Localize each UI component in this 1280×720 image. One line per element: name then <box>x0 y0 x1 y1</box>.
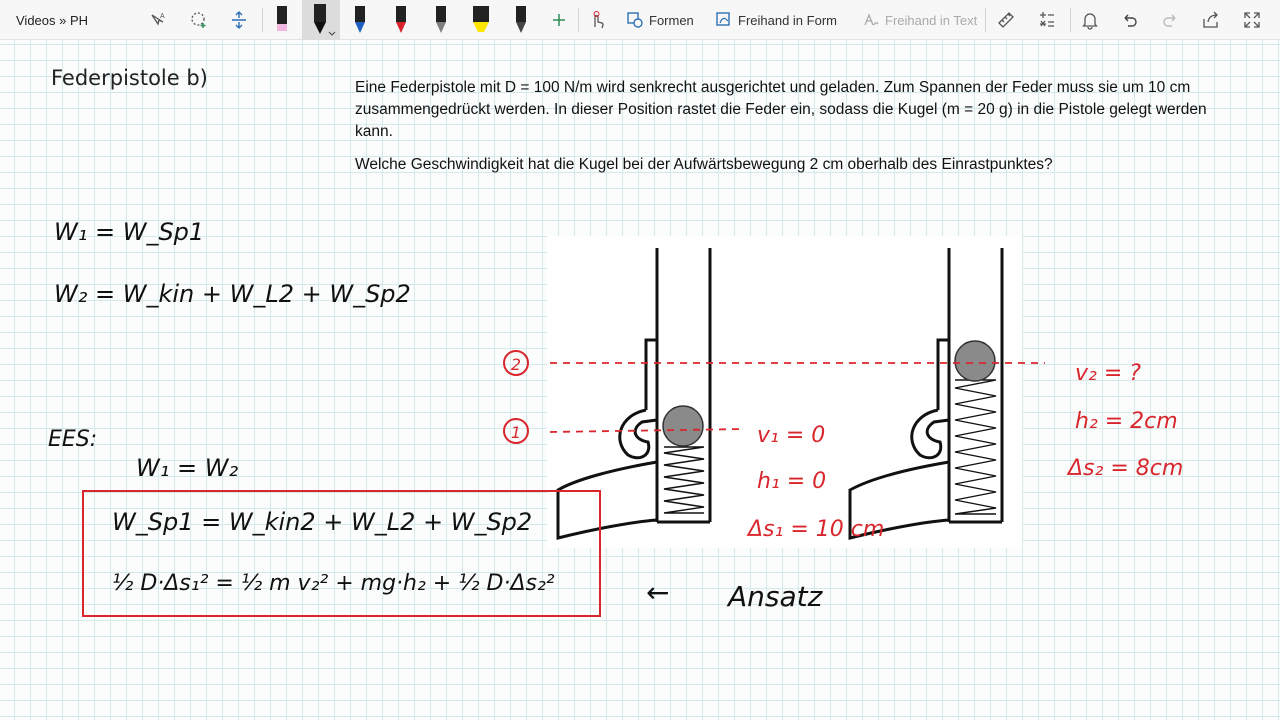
arrow-icon: ← <box>646 576 670 609</box>
ink-to-shape-label: Freihand in Form <box>738 12 837 28</box>
equation-w1: W₁ = W_Sp1 <box>54 218 205 246</box>
breadcrumb[interactable]: Videos » PH <box>16 12 89 28</box>
ink-to-text-label: Freihand in Text <box>885 12 978 28</box>
shapes-label: Formen <box>649 12 694 28</box>
box-equation-2: ½ D·Δs₁² = ½ m v₂² + mg·h₂ + ½ D·Δs₂² <box>112 571 555 596</box>
ds2-annotation: Δs₂ = 8cm <box>1068 456 1184 481</box>
box-equation-1: W_Sp1 = W_kin2 + W_L2 + W_Sp2 <box>112 508 533 536</box>
equation-w2: W₂ = W_kin + W_L2 + W_Sp2 <box>54 280 411 308</box>
ansatz-label: Ansatz <box>728 580 823 613</box>
page-title[interactable]: Federpistole b) <box>51 66 208 90</box>
problem-paragraph-2: Welche Geschwindigkeit hat die Kugel bei der Aufwärtsbewegung 2 cm oberhalb des Einrastpunktes? <box>355 156 1053 173</box>
problem-paragraph-1: Eine Federpistole mit D = 100 N/m wird senkrecht ausgerichtet und geladen. Zum Spannen der Feder muss sie um 10 cm zusammengedrückt werden. In dieser Position rastet die Feder ein, sodass die Kugel (m = 20 g) in die Pistole gelegt werden kann. <box>355 79 1207 140</box>
svg-text:A: A <box>160 13 165 20</box>
ball-1 <box>663 406 703 446</box>
ees-label: EES: <box>48 427 98 452</box>
ees-equation: W₁ = W₂ <box>136 454 239 482</box>
h1-annotation: h₁ = 0 <box>757 469 827 494</box>
diagram-image <box>547 236 1022 548</box>
position-marker-2-label: 2 <box>510 355 522 374</box>
v2-annotation: v₂ = ? <box>1075 361 1141 386</box>
ds1-annotation: Δs₁ = 10 cm <box>748 517 885 542</box>
position-marker-1-label: 1 <box>510 423 522 442</box>
ball-2 <box>955 341 995 381</box>
h2-annotation: h₂ = 2cm <box>1075 409 1178 434</box>
v1-annotation: v₁ = 0 <box>757 423 826 448</box>
